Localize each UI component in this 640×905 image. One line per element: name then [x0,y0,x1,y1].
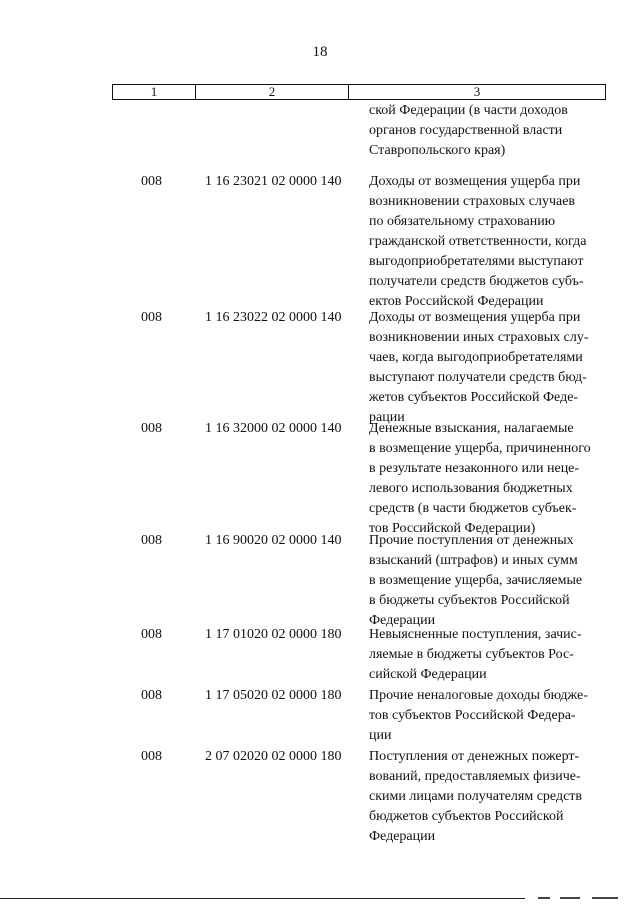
text-line: ции [369,728,392,743]
text-line: левого использования бюджетных [369,481,573,496]
text-line: взысканий (штрафов) и иных сумм [369,553,578,568]
text-line: Доходы от возмещения ущерба при [369,310,581,325]
text-line: жетов субъектов Российской Феде- [369,390,579,405]
budget-code: 1 16 90020 02 0000 140 [205,533,342,548]
text-line: Прочие поступления от денежных [369,533,574,548]
text-line: вований, предоставляемых физиче- [369,769,581,784]
budget-code: 2 07 02020 02 0000 180 [205,749,342,764]
text-line: бюджетов субъектов Российской [369,809,564,824]
admin-code: 008 [141,749,162,764]
text-line: тов субъектов Российской Федера- [369,708,576,723]
admin-code: 008 [141,421,162,436]
admin-code: 008 [141,174,162,189]
text-line: в бюджеты субъектов Российской [369,593,570,608]
table-header [112,84,606,100]
text-line: выступают получатели средств бюд- [369,370,587,385]
income-description [369,172,609,312]
admin-code: 008 [141,688,162,703]
text-line: гражданской ответственности, когда [369,234,587,249]
budget-code: 1 16 23022 02 0000 140 [205,310,342,325]
text-line: органов государственной власти [369,123,563,138]
text-line: Денежные взыскания, налагаемые [369,421,574,436]
footer-dash [538,897,550,899]
footer-dash [560,897,580,899]
text-line: возникновении страховых случаев [369,194,576,209]
table-header-col1: 1 [113,85,196,99]
admin-code: 008 [141,310,162,325]
table-header-col3: 3 [473,84,481,99]
text-line: ляемые в бюджеты субъектов Рос- [369,647,574,662]
text-line: Ставропольского края) [369,143,506,158]
text-line: получатели средств бюджетов субъ- [369,274,584,289]
income-description [369,419,609,539]
budget-code: 1 17 01020 02 0000 180 [205,627,342,642]
continuation-text [369,101,609,161]
text-line: Прочие неналоговые доходы бюдже- [369,688,588,703]
text-line: сийской Федерации [369,667,487,682]
text-line: в результате незаконного или неце- [369,461,580,476]
text-line: Доходы от возмещения ущерба при [369,174,581,189]
footer-rule [0,898,525,899]
budget-code: 1 17 05020 02 0000 180 [205,688,342,703]
text-line: ектов Российской Федерации [369,294,544,309]
text-line: в возмещение ущерба, причиненного [369,441,591,456]
text-line: Невыясненные поступления, зачис- [369,627,582,642]
text-line: по обязательному страхованию [369,214,556,229]
income-description [369,531,609,631]
table-header-col2: 2 [196,85,349,99]
budget-code: 1 16 23021 02 0000 140 [205,174,342,189]
income-description [369,747,609,847]
budget-code: 1 16 32000 02 0000 140 [205,421,342,436]
text-line: чаев, когда выгодоприобретателями [369,350,583,365]
text-line: Поступления от денежных пожерт- [369,749,580,764]
text-line: ской Федерации (в части доходов [369,103,568,118]
income-description [369,686,609,746]
text-line: выгодоприобретателями выступают [369,254,584,269]
text-line: средств (в части бюджетов субъек- [369,501,577,516]
income-description [369,625,609,685]
admin-code: 008 [141,533,162,548]
income-description [369,308,609,428]
text-line: Федерации [369,829,436,844]
text-line: возникновении иных страховых слу- [369,330,589,345]
page-number: 18 [312,44,328,60]
footer-dash [592,897,618,899]
text-line: Федерации [369,613,436,628]
admin-code: 008 [141,627,162,642]
text-line: скими лицами получателям средств [369,789,583,804]
text-line: в возмещение ущерба, зачисляемые [369,573,583,588]
text-line: тов Российской Федерации) [369,521,536,536]
text-line: рации [369,410,405,425]
